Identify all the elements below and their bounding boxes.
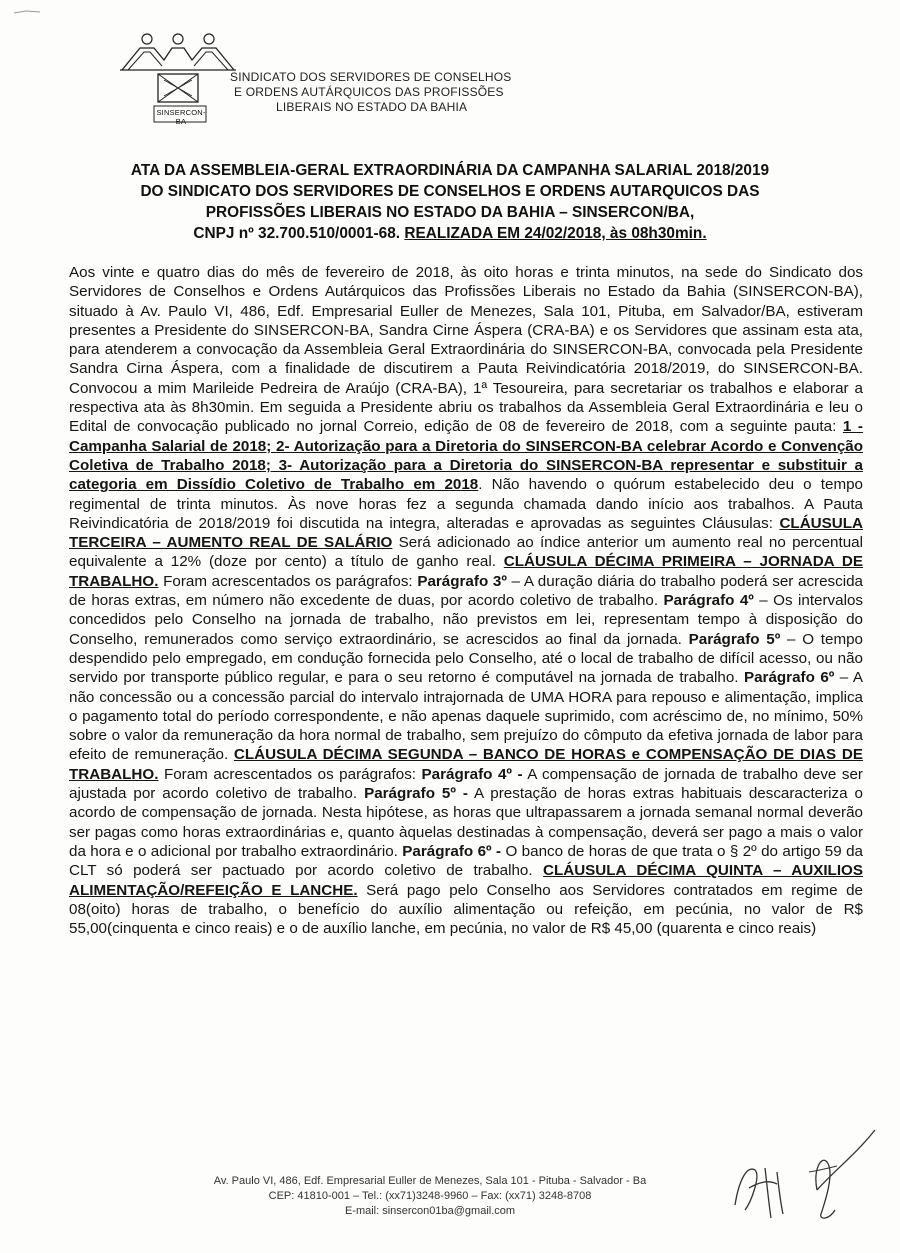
- paragraph-text: – Os intervalos concedidos pelo Conselho na jornada de trabalho, não previstos em lei, representam tempo à disposição do Conselho, remunerados como serviço extraordinário, se acrescidos ao final da jornada.: [69, 592, 864, 648]
- letterhead-footer: [140, 1174, 720, 1219]
- title-line-3: PROFISSÕES LIBERAIS NO ESTADO DA BAHIA – SINSERCON/BA,: [205, 204, 695, 221]
- minutes-body: [69, 263, 863, 938]
- paragraph-label: Parágrafo 6º: [743, 669, 835, 687]
- clause-third-heading: CLÁUSULA TERCEIRA – AUMENTO REAL DE SALÁRIO: [69, 514, 863, 552]
- paragraph-label: Parágrafo 6º -: [402, 842, 502, 860]
- opening-text: Aos vinte e quatro dias do mês de fevereiro de 2018, às oito horas e trinta minutos, na sede do Sindicato dos Servidores de Conselhos e Ordens Autárquicos das Profissões Liberais no Estado da Bahia (SINSERCON-BA), situado à Av. Paulo VI, 486, Edf. Empresarial Euller de Menezes, Sala 101, Pituba, em Salvador/BA, estiveram presentes a Presidente do SINSERCON-BA, Sandra Cirne Áspera (CRA-BA) e os Servidores que assinam esta ata, para atenderem a convocação da Assembleia Geral Extraordinária do SINSERCON-BA, convocada pela Presidente Sandra Cirna Áspera, com a finalidade de discutirem a Pauta Reivindicatória 2018/2019, do SINSERCON-BA. Convocou a mim Marileide Pedreira de Araújo (CRA-BA), 1ª Tesoureira, para secretariar os trabalhos e elaborar a respectiva ata às 8h30min. Em seguida a Presidente abriu os trabalhos da Assembleia Geral Extraordinária e leu o Edital de convocação publicado no jornal Correio, edição de 08 de fevereiro de 2018, com a seguinte pauta:: [69, 264, 863, 436]
- title-line-1: ATA DA ASSEMBLEIA-GERAL EXTRAORDINÁRIA DA CAMPANHA SALARIAL 2018/2019: [130, 162, 770, 179]
- document-title: [60, 160, 840, 244]
- paragraph-text: A compensação de jornada de trabalho deve ser ajustada por acordo coletivo de trabalho.: [69, 765, 863, 803]
- paragraph-label: Parágrafo 3º: [417, 572, 507, 590]
- footer-phone: CEP: 41810-001 – Tel.: (xx71)3248-9960 – Fax: (xx71) 3248-8708: [268, 1190, 592, 1202]
- agenda-text: 1 - Campanha Salarial de 2018; 2- Autorização para a Diretoria do SINSERCON-BA celebrar Acordo e Convenção Coletiva de Trabalho 2018; 3- Autorização para a Diretoria do SINSERCON-BA representar e substituir a categoria em Dissídio Coletivo de Trabalho em 2018: [69, 418, 863, 494]
- handwritten-initials: [725, 1110, 895, 1230]
- clause-twelfth-heading: CLÁUSULA DÉCIMA SEGUNDA – BANCO DE HORAS e COMPENSAÇÃO DE DIAS DE TRABALHO.: [69, 746, 863, 783]
- paragraph-label: Parágrafo 5º: [688, 630, 781, 648]
- org-line-2: E ORDENS AUTÁRQUICOS DAS PROFISSÕES: [234, 85, 504, 99]
- paragraph-text: – A não concessão ou a concessão parcial do intervalo intrajornada de UMA HORA para repouso e alimentação, implica o pagamento total do período correspondente, e não apenas daquele suprimido, com acréscimo de, no mínimo, 50% sobre o valor da remuneração da hora normal de trabalho, sem prejuízo do cômputo da efetiva jornada de labor para efeito de remuneração.: [69, 669, 863, 764]
- cnpj-text: CNPJ nº 32.700.510/0001-68.: [193, 225, 405, 242]
- org-line-1: SINDICATO DOS SERVIDORES DE CONSELHOS: [230, 70, 512, 84]
- paragraph-text: – O tempo despendido pelo empregado, em condução fornecida pelo Conselho, até o local de trabalho de difícil acesso, ou não servido por transporte público regular, e para o seu retorno é computável na jornada de trabalho.: [69, 630, 864, 687]
- footer-address: Av. Paulo VI, 486, Edf. Empresarial Euller de Menezes, Sala 101 - Pituba - Salvador - Ba: [213, 1175, 647, 1187]
- clause-fifteenth-heading: CLÁUSULA DÉCIMA QUINTA – AUXILIOS ALIMENTAÇÃO/REFEIÇÃO E LANCHE.: [69, 862, 863, 899]
- clause-fifteenth-text: Será pago pelo Conselho aos Servidores contratados em regime de 08(oito) horas de trabalho, o benefício do auxílio alimentação ou refeição, em pecúnia, no valor de R$ 55,00(cinquenta e cinco reais) e o de auxílio lanche, em pecúnia, no valor de R$ 45,00 (quarenta e cinco reais): [69, 881, 864, 938]
- title-line-2: DO SINDICATO DOS SERVIDORES DE CONSELHOS E ORDENS AUTARQUICOS DAS: [140, 183, 760, 200]
- logo-caption: SINSERCON-BA: [156, 108, 206, 126]
- clause-third-text: Será adicionado ao índice anterior um aumento real no percentual equivalente a 12% (doze por cento) a título de ganho real.: [69, 534, 863, 571]
- minutes-paragraph: [69, 263, 863, 938]
- scan-mark: [12, 8, 52, 16]
- footer-email: E-mail: sinsercon01ba@gmail.com: [344, 1205, 516, 1217]
- paragraph-label: Parágrafo 4º: [663, 592, 754, 610]
- proceedings-text: . Não havendo o quórum estabelecido deu o tempo regimental de trinta minutos. Às nove horas fez a segunda chamada dando início aos trabalhos. A Pauta Reivindicatória de 2018/2019 foi discutida na integra, alteradas e aprovadas as seguintes Cláusulas:: [69, 476, 863, 532]
- paragraph-label: Parágrafo 4º -: [421, 765, 523, 783]
- clause-twelfth-intro: Foram acrescentados os parágrafos:: [158, 765, 422, 783]
- clause-eleventh-heading: CLÁUSULA DÉCIMA PRIMEIRA – JORNADA DE TRABALHO.: [69, 553, 863, 590]
- meeting-date-text: REALIZADA EM 24/02/2018, às 08h30min.: [404, 225, 707, 242]
- title-line-4: [60, 223, 840, 244]
- paragraph-text: A prestação de horas extras habituais descaracteriza o acordo de compensação de jornada. Nesta hipótese, as horas que ultrapassarem a jornada semanal normal deverão ser pagas como horas extraordinárias e, quanto àquelas destinadas à compensação, deverá ser pago a mais o valor da hora e o adicional por trabalho extraordinário.: [69, 785, 863, 860]
- org-line-3: LIBERAIS NO ESTADO DA BAHIA: [276, 100, 468, 114]
- paragraph-label: Parágrafo 5º -: [364, 785, 468, 803]
- paragraph-text: – A duração diária do trabalho poderá ser acrescida de horas extras, em número não excedente de duas, por acordo coletivo de trabalho.: [69, 572, 864, 610]
- paragraph-text: O banco de horas de que trata o § 2º do artigo 59 da CLT só poderá ser pactuado por acordo coletivo de trabalho.: [69, 842, 863, 880]
- clause-eleventh-intro: Foram acrescentados os parágrafos:: [158, 572, 418, 590]
- organization-name: [230, 70, 511, 115]
